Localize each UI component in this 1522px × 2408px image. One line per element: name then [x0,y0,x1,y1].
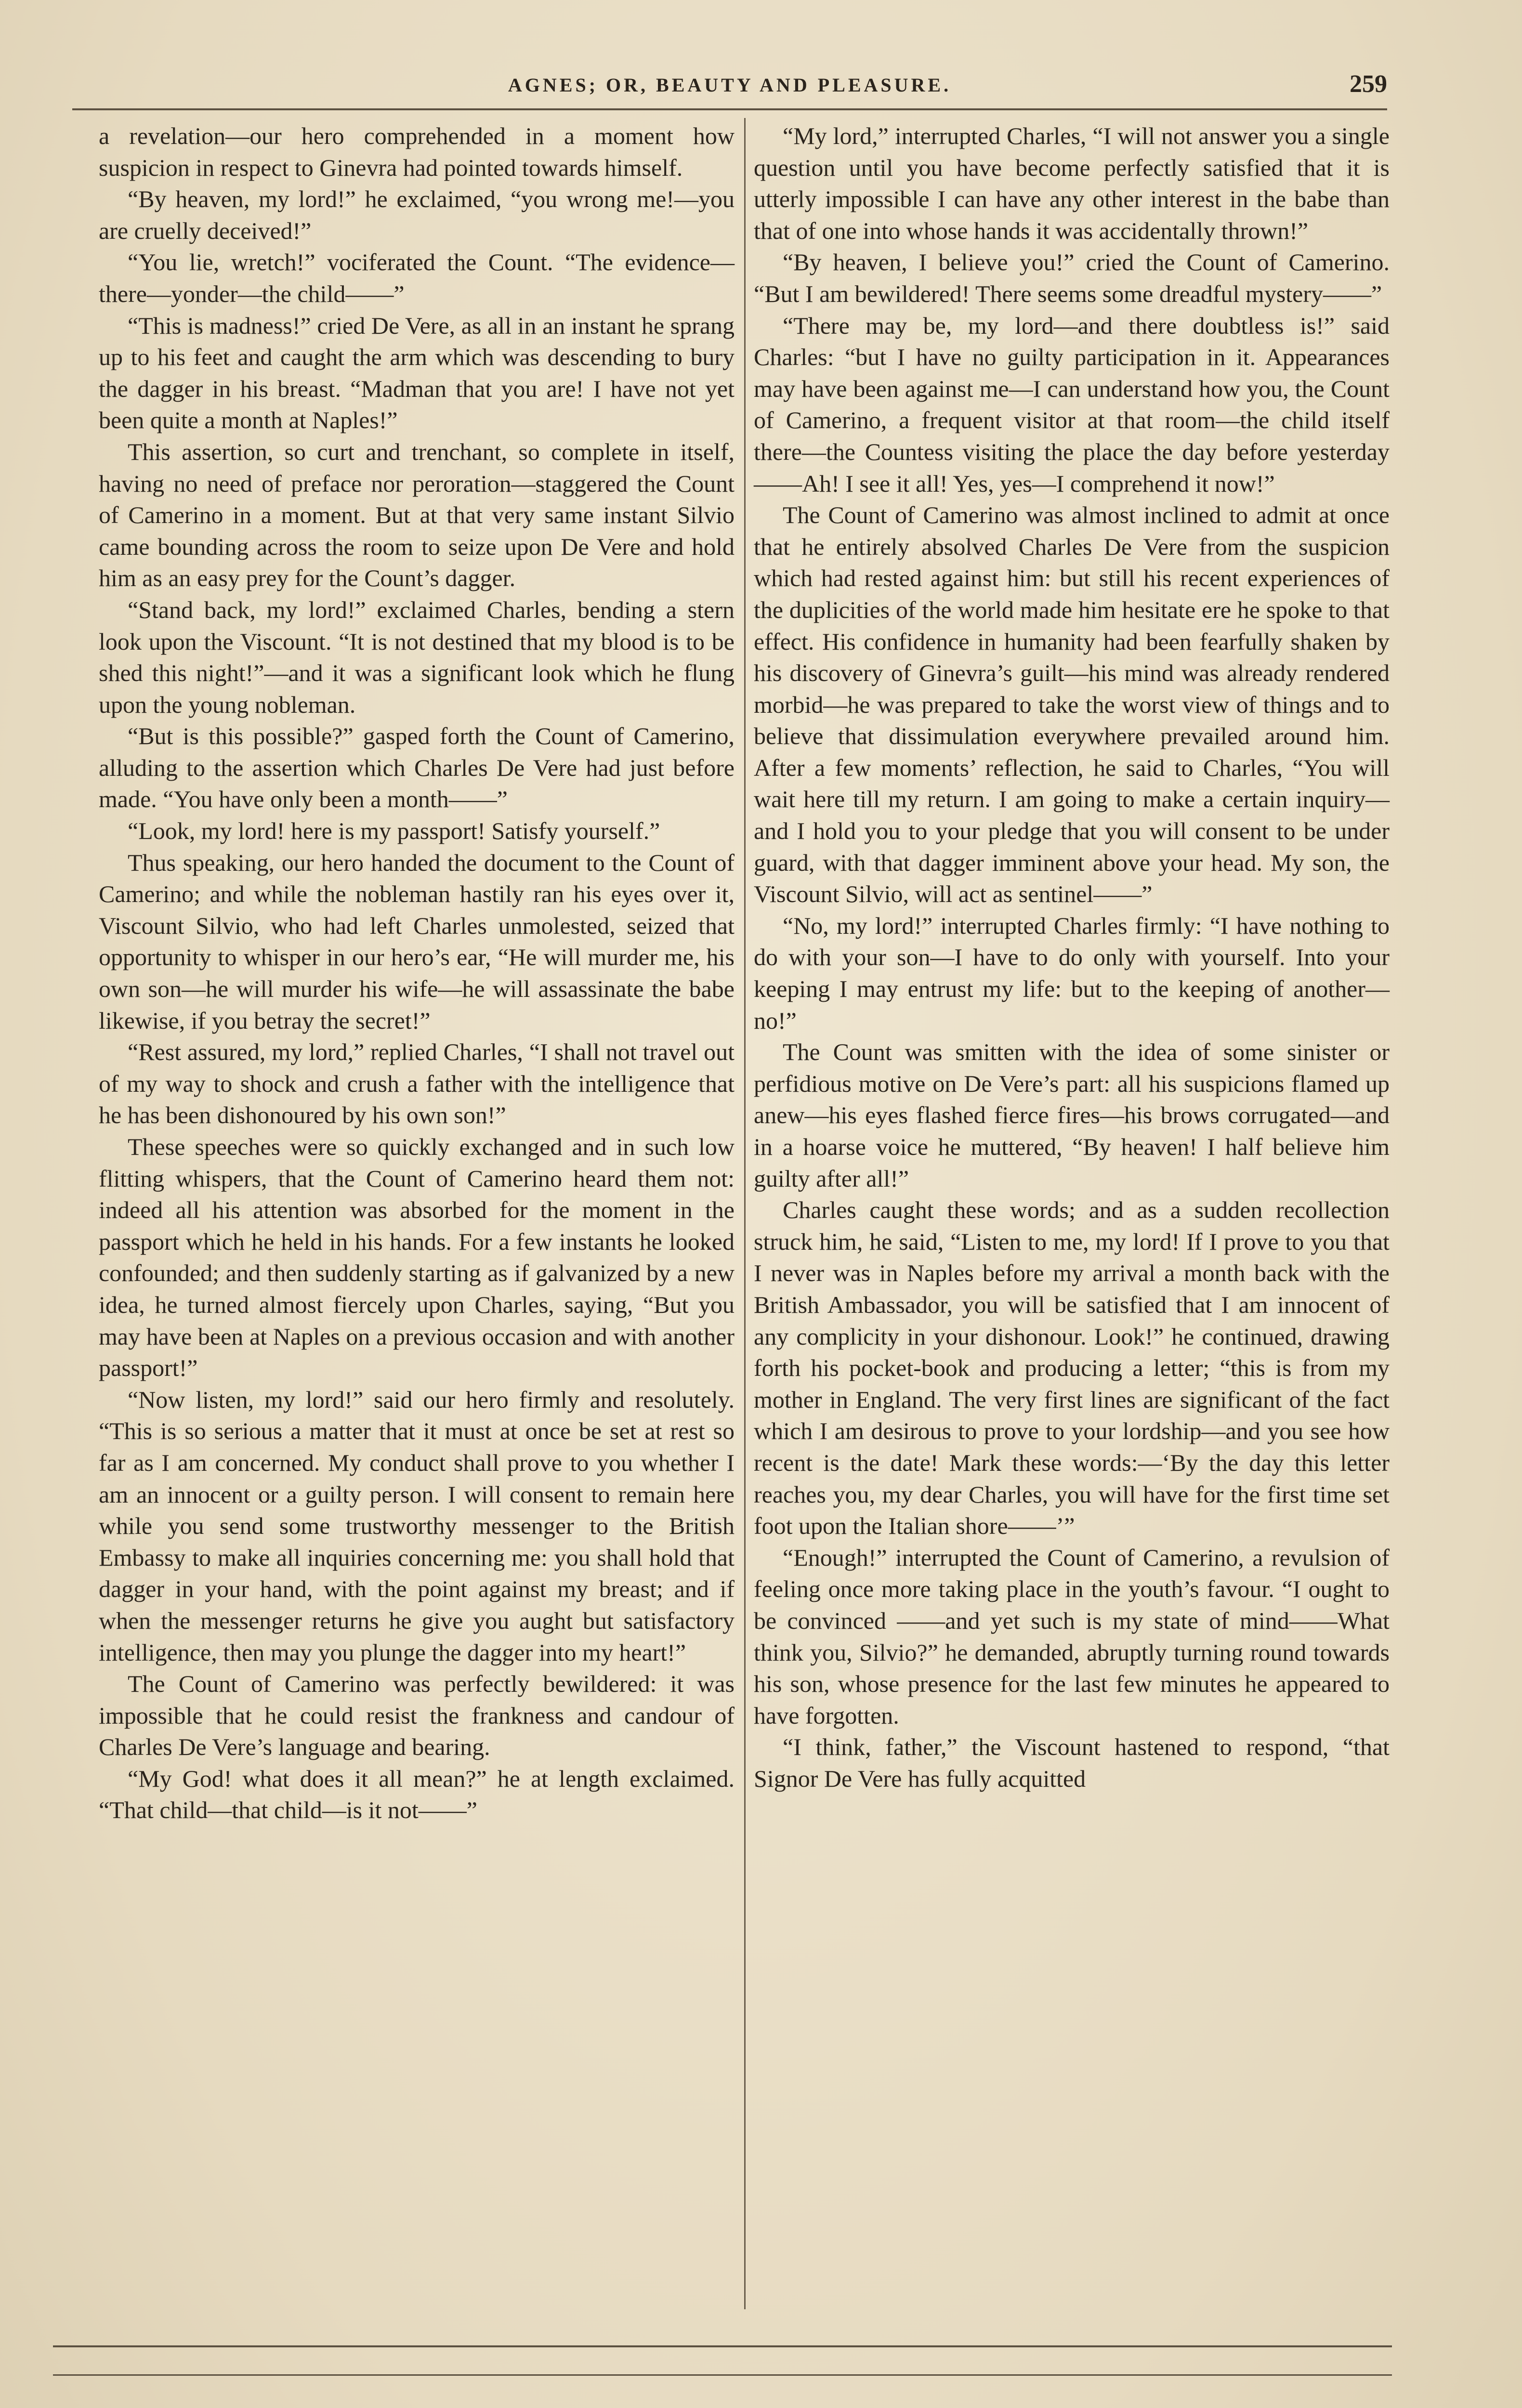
paragraph: “But is this possible?” gasped forth the Count of Camerino, alluding to the assertion which Charles De Vere had just before made. “You have only been a month——” [99,722,735,813]
paragraph: This assertion, so curt and trenchant, so complete in itself, having no need of preface nor peroration—staggered the Count of Camerino in a moment. But at that very same instant Silvio came bounding across the room to seize upon De Vere and hold him as an easy prey for the Count’s dagger. [99,438,735,592]
paragraph: Charles caught these words; and as a sudden recollection struck him, he said, “Listen to me, my lord! If I prove to you that I never was in Naples before my arrival a month back with the British Ambassador, you will be satisfied that I am innocent of any complicity in your dishonour. Look!” he continued, drawing forth his pocket-book and producing a letter; “this is from my mother in England. The very first lines are significant of the fact which I am desirous to prove to your lordship—and you see how recent is the date! Mark these words:—‘By the day this letter reaches you, my dear Charles, you will have for the first time set foot upon the Italian shore——’” [754,1196,1390,1540]
header-rule [72,108,1387,110]
page-number: 259 [1350,70,1387,98]
paragraph: “Enough!” interrupted the Count of Camerino, a revulsion of feeling once more taking place in the youth’s favour. “I ought to be convinced ——and yet such is my state of mind——What think you, Silvio?” he demanded, abruptly turning round towards his son, whose presence for the last few minutes he appeared to have forgotten. [754,1544,1390,1729]
paragraph: “There may be, my lord—and there doubtless is!” said Charles: “but I have no guilty participation in it. Appearances may have been against me—I can understand how you, the Count of Camerino, a frequent visitor at that room—the child itself there—the Countess visiting the place the day before yesterday——Ah! I see it all! Yes, yes—I comprehend it now!” [754,312,1390,497]
paragraph: The Count of Camerino was perfectly bewildered: it was impossible that he could resist the frankness and candour of Charles De Vere’s language and bearing. [99,1670,735,1761]
paragraph: “This is madness!” cried De Vere, as all in an instant he sprang up to his feet and caught the arm which was descending to bury the dagger in his breast. “Madman that you are! I have not yet been quite a month at Naples!” [99,312,735,434]
paragraph: “Now listen, my lord!” said our hero firmly and resolutely. “This is so serious a matter that it must at once be set at rest so far as I am concerned. My conduct shall prove to you whether I am an innocent or a guilty person. I will consent to remain here while you send some trustworthy messenger to the British Embassy to make all inquiries concerning me: you shall hold that dagger in your hand, with the point against my breast; and if when the messenger returns he give you aught but satisfactory intelligence, then may you plunge the dagger into my heart!” [99,1386,735,1666]
paragraph: “By heaven, my lord!” he exclaimed, “you wrong me!—you are cruelly deceived!” [99,185,735,244]
paragraph: Thus speaking, our hero handed the document to the Count of Camerino; and while the nobleman hastily ran his eyes over it, Viscount Silvio, who had left Charles unmolested, seized that opportunity to whisper in our hero’s ear, “He will murder me, his own son—he will murder his wife—he will assassinate the babe likewise, if you betray the secret!” [99,849,735,1034]
right-column [754,120,1390,1794]
paragraph: “Look, my lord! here is my passport! Satisfy yourself.” [128,817,660,845]
paragraph: These speeches were so quickly exchanged and in such low flitting whispers, that the Count of Camerino heard them not: indeed all his attention was absorbed for the moment in the passport which he held in his hands. For a few instants he looked confounded; and then suddenly starting as if galvanized by a new idea, he turned almost fiercely upon Charles, saying, “But you may have been at Naples on a previous occasion and with another passport!” [99,1133,735,1382]
running-title: AGNES; OR, BEAUTY AND PLEASURE. [508,74,952,96]
paragraph: “Stand back, my lord!” exclaimed Charles, bending a stern look upon the Viscount. “It is not destined that my blood is to be shed this night!”—and it was a significant look which he flung upon the young nobleman. [99,596,735,718]
column-divider [744,118,746,2309]
paragraph: “No, my lord!” interrupted Charles firmly: “I have nothing to do with your son—I have to do only with yourself. Into your keeping I may entrust my life: but to the keeping of another—no!” [754,912,1390,1034]
running-header [72,70,1387,104]
paragraph: The Count of Camerino was almost inclined to admit at once that he entirely absolved Charles De Vere from the suspicion which had rested against him: but still his recent experiences of the duplicities of the world made him hesitate ere he spoke to that effect. His confidence in humanity had been fearfully shaken by his discovery of Ginevra’s guilt—his mind was already rendered morbid—he was prepared to take the worst view of things and to believe that dissimulation everywhere prevailed around him. After a few moments’ reflection, he said to Charles, “You will wait here till my return. I am going to make a certain inquiry—and I hold you to your pledge that you will consent to be under guard, with that dagger imminent above your head. My son, the Viscount Silvio, will act as sentinel——” [754,501,1390,908]
footer-rule-bottom [53,2374,1392,2376]
footer-rule-top [53,2345,1392,2347]
left-column [99,120,735,1826]
paragraph: “By heaven, I believe you!” cried the Count of Camerino. “But I am bewildered! There seems some dreadful mystery——” [754,249,1390,307]
paragraph: “My God! what does it all mean?” he at length exclaimed. “That child—that child—is it not——” [99,1765,735,1824]
paragraph: “I think, father,” the Viscount hastened to respond, “that Signor De Vere has fully acquitted [754,1733,1390,1792]
paragraph: “You lie, wretch!” vociferated the Count. “The evidence—there—yonder—the child——” [99,249,735,307]
paragraph: a revelation—our hero comprehended in a moment how suspicion in respect to Ginevra had pointed towards himself. [99,122,735,181]
paragraph: “Rest assured, my lord,” replied Charles, “I shall not travel out of my way to shock and crush a father with the intelligence that he has been dishonoured by his own son!” [99,1038,735,1129]
paragraph: “My lord,” interrupted Charles, “I will not answer you a single question until you have become perfectly satisfied that it is utterly impossible I can have any other interest in the babe than that of one into whose hands it was accidentally thrown!” [754,122,1390,244]
paragraph: The Count was smitten with the idea of some sinister or perfidious motive on De Vere’s part: all his suspicions flamed up anew—his eyes flashed fierce fires—his brows corrugated—and in a hoarse voice he muttered, “By heaven! I half believe him guilty after all!” [754,1038,1390,1192]
